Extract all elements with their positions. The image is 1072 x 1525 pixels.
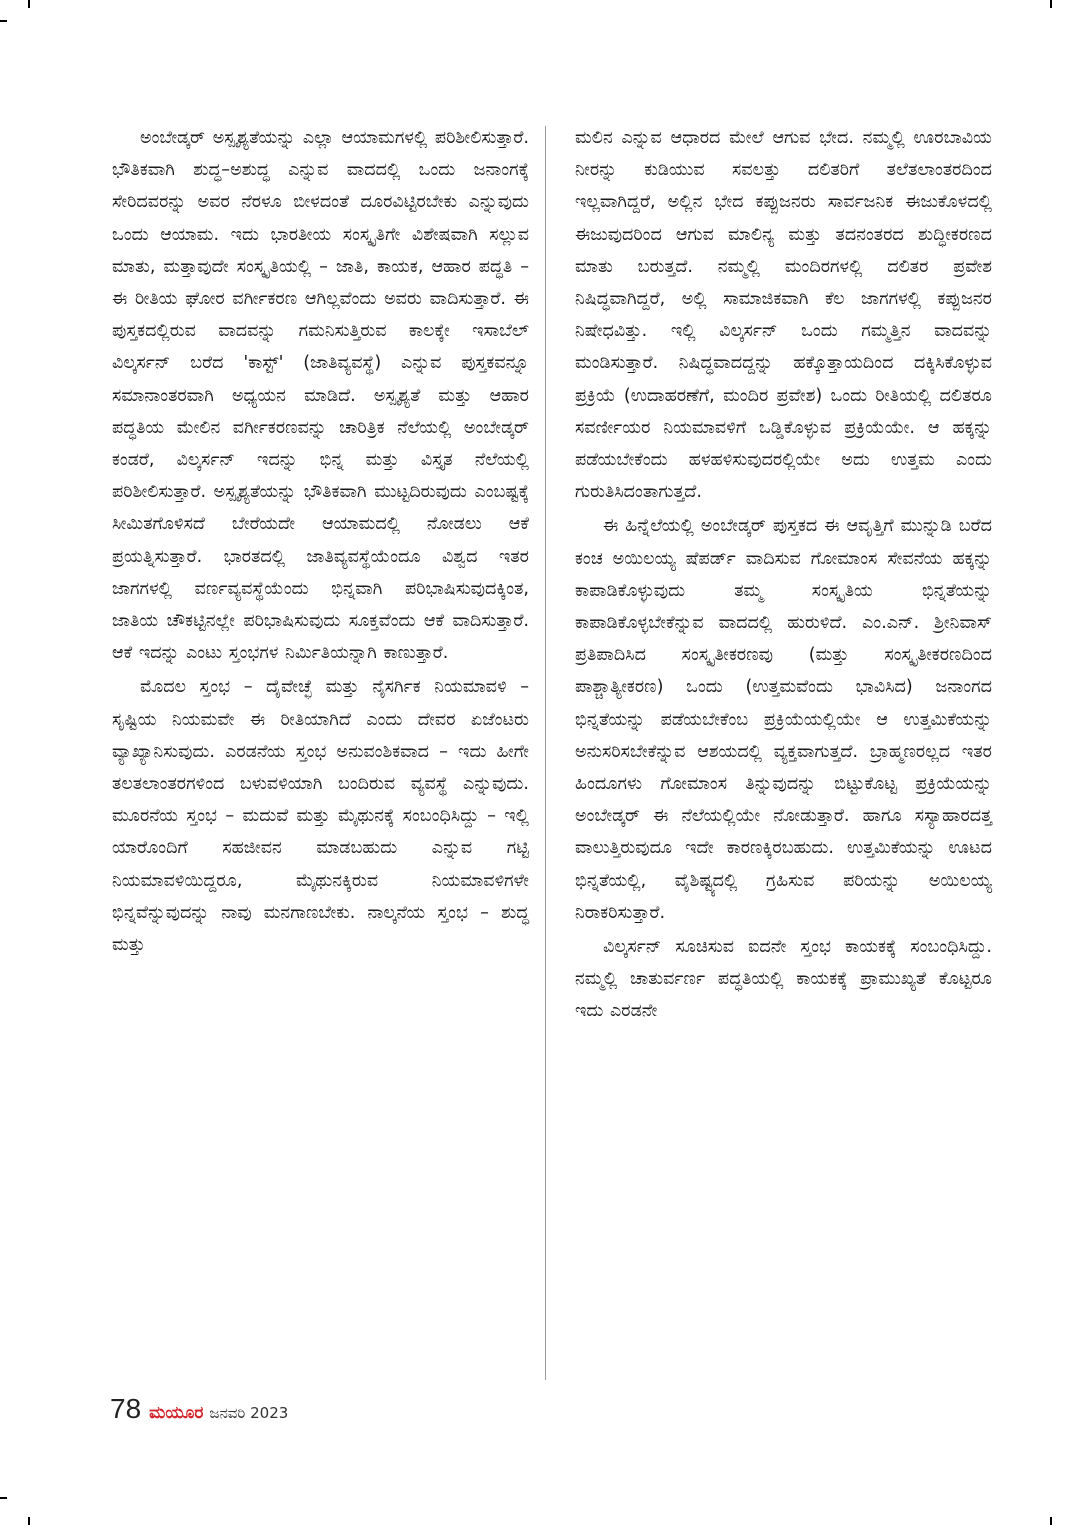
crop-mark-top-left-tick xyxy=(28,0,30,8)
right-column xyxy=(575,122,992,1380)
crop-mark-bottom-left-tick xyxy=(28,1517,30,1525)
column-divider xyxy=(545,126,546,1380)
article-body xyxy=(112,122,992,1380)
crop-mark-bottom-right-tick xyxy=(1050,1517,1052,1525)
paragraph: ಈ ಹಿನ್ನೆಲೆಯಲ್ಲಿ ಅಂಬೇಡ್ಕರ್ ಪುಸ್ತಕದ ಈ ಆವೃತ್ತಿಗೆ ಮುನ್ನುಡಿ ಬರೆದ ಕಂಚ ಅಯಿಲಯ್ಯ ಷೆಪರ್ಡ್ ವಾದಿಸುವ ಗೋಮಾಂಸ ಸೇವನೆಯ ಹಕ್ಕನ್ನು ಕಾಪಾಡಿಕೊಳ್ಳುವುದು ತಮ್ಮ ಸಂಸ್ಕೃತಿಯ ಭಿನ್ನತೆಯನ್ನು ಕಾಪಾಡಿಕೊಳ್ಳಬೇಕೆನ್ನುವ ವಾದದಲ್ಲಿ ಹುರುಳಿದೆ. ಎಂ.ಎನ್. ಶ್ರೀನಿವಾಸ್ ಪ್ರತಿಪಾದಿಸಿದ ಸಂಸ್ಕೃತೀಕರಣವು (ಮತ್ತು ಸಂಸ್ಕೃತೀಕರಣದಿಂದ ಪಾಶ್ಚಾತ್ಯೀಕರಣ) ಒಂದು (ಉತ್ತಮವೆಂದು ಭಾವಿಸಿದ) ಜನಾಂಗದ ಭಿನ್ನತೆಯನ್ನು ಪಡೆಯಬೇಕೆಂಬ ಪ್ರಕ್ರಿಯೆಯಲ್ಲಿಯೇ ಆ ಉತ್ತಮಿಕೆಯನ್ನು ಅನುಸರಿಸಬೇಕೆನ್ನುವ ಆಶಯದಲ್ಲಿ ವ್ಯಕ್ತವಾಗುತ್ತದೆ. ಬ್ರಾಹ್ಮಣರಲ್ಲದ ಇತರ ಹಿಂದೂಗಳು ಗೋಮಾಂಸ ತಿನ್ನುವುದನ್ನು ಬಿಟ್ಟುಕೊಟ್ಟ ಪ್ರಕ್ರಿಯೆಯನ್ನು ಅಂಬೇಡ್ಕರ್ ಈ ನೆಲೆಯಲ್ಲಿಯೇ ನೋಡುತ್ತಾರೆ. ಹಾಗೂ ಸಸ್ಯಾಹಾರದತ್ತ ವಾಲುತ್ತಿರುವುದೂ ಇದೇ ಕಾರಣಕ್ಕಿರಬಹುದು. ಉತ್ತಮಿಕೆಯನ್ನು ಊಟದ ಭಿನ್ನತೆಯಲ್ಲಿ, ವೈಶಿಷ್ಟ್ಯದಲ್ಲಿ ಗ್ರಹಿಸುವ ಪರಿಯನ್ನು ಅಯಿಲಯ್ಯ ನಿರಾಕರಿಸುತ್ತಾರೆ. xyxy=(575,516,992,923)
page-footer xyxy=(110,1393,288,1433)
issue-date: ಜನವರಿ 2023 xyxy=(209,1404,289,1422)
crop-mark-top-left xyxy=(0,20,7,22)
crop-mark-top-right-tick xyxy=(1050,0,1052,8)
paragraph: ವಿಲ್ಕರ್ಸನ್ ಸೂಚಿಸುವ ಐದನೇ ಸ್ತಂಭ ಕಾಯಕಕ್ಕೆ ಸಂಬಂಧಿಸಿದ್ದು. ನಮ್ಮಲ್ಲಿ ಚಾತುರ್ವರ್ಣ ಪದ್ಧತಿಯಲ್ಲಿ ಕಾಯಕಕ್ಕೆ ಪ್ರಾಮುಖ್ಯತೆ ಕೊಟ್ಟರೂ ಇದು ಎರಡನೇ xyxy=(575,937,992,1022)
paragraph: ಅಂಬೇಡ್ಕರ್ ಅಸ್ಪೃಶ್ಯತೆಯನ್ನು ಎಲ್ಲಾ ಆಯಾಮಗಳಲ್ಲಿ ಪರಿಶೀಲಿಸುತ್ತಾರೆ. ಭೌತಿಕವಾಗಿ ಶುದ್ಧ–ಅಶುದ್ಧ ಎನ್ನುವ ವಾದದಲ್ಲಿ ಒಂದು ಜನಾಂಗಕ್ಕೆ ಸೇರಿದವರನ್ನು ಅವರ ನೆರಳೂ ಬೀಳದಂತೆ ದೂರವಿಟ್ಟಿರಬೇಕು ಎನ್ನುವುದು ಒಂದು ಆಯಾಮ. ಇದು ಭಾರತೀಯ ಸಂಸ್ಕೃತಿಗೇ ವಿಶೇಷವಾಗಿ ಸಲ್ಲುವ ಮಾತು, ಮತ್ತಾವುದೇ ಸಂಸ್ಕೃತಿಯಲ್ಲಿ – ಜಾತಿ, ಕಾಯಕ, ಆಹಾರ ಪದ್ಧತಿ – ಈ ರೀತಿಯ ಘೋರ ವರ್ಗೀಕರಣ ಆಗಿಲ್ಲವೆಂದು ಅವರು ವಾದಿಸುತ್ತಾರೆ. ಈ ಪುಸ್ತಕದಲ್ಲಿರುವ ವಾದವನ್ನು ಗಮನಿಸುತ್ತಿರುವ ಕಾಲಕ್ಕೇ ಇಸಾಬೆಲ್ ವಿಲ್ಕರ್ಸನ್ ಬರೆದ 'ಕಾಸ್ಟ್' (ಜಾತಿವ್ಯವಸ್ಥೆ) ಎನ್ನುವ ಪುಸ್ತಕವನ್ನೂ ಸಮಾನಾಂತರವಾಗಿ ಅಧ್ಯಯನ ಮಾಡಿದೆ. ಅಸ್ಪೃಶ್ಯತೆ ಮತ್ತು ಆಹಾರ ಪದ್ಧತಿಯ ಮೇಲಿನ ವರ್ಗೀಕರಣವನ್ನು ಚಾರಿತ್ರಿಕ ನೆಲೆಯಲ್ಲಿ ಅಂಬೇಡ್ಕರ್ ಕಂಡರೆ, ವಿಲ್ಕರ್ಸನ್ ಇದನ್ನು ಭಿನ್ನ ಮತ್ತು ವಿಸ್ತೃತ ನೆಲೆಯಲ್ಲಿ ಪರಿಶೀಲಿಸುತ್ತಾರೆ. ಅಸ್ಪೃಶ್ಯತೆಯನ್ನು ಭೌತಿಕವಾಗಿ ಮುಟ್ಟದಿರುವುದು ಎಂಬಷ್ಟಕ್ಕೆ ಸೀಮಿತಗೊಳಿಸದೆ ಬೇರೆಯದೇ ಆಯಾಮದಲ್ಲಿ ನೋಡಲು ಆಕೆ ಪ್ರಯತ್ನಿಸುತ್ತಾರೆ. ಭಾರತದಲ್ಲಿ ಜಾತಿವ್ಯವಸ್ಥೆಯೆಂದೂ ವಿಶ್ವದ ಇತರ ಜಾಗಗಳಲ್ಲಿ ವರ್ಣವ್ಯವಸ್ಥೆಯೆಂದು ಭಿನ್ನವಾಗಿ ಪರಿಭಾಷಿಸುವುದಕ್ಕಿಂತ, ಜಾತಿಯ ಚೌಕಟ್ಟಿನಲ್ಲೇ ಪರಿಭಾಷಿಸುವುದು ಸೂಕ್ತವೆಂದು ಆಕೆ ವಾದಿಸುತ್ತಾರೆ. ಆಕೆ ಇದನ್ನು ಎಂಟು ಸ್ತಂಭಗಳ ನಿರ್ಮಿತಿಯನ್ನಾಗಿ ಕಾಣುತ್ತಾರೆ. xyxy=(112,128,529,664)
crop-mark-bottom-left xyxy=(0,1497,7,1499)
magazine-logo: ಮಯೂರ xyxy=(149,1403,204,1423)
left-column xyxy=(112,122,529,1380)
paragraph: ಮೊದಲ ಸ್ತಂಭ – ದೈವೇಚ್ಛೆ ಮತ್ತು ನೈಸರ್ಗಿಕ ನಿಯಮಾವಳಿ – ಸೃಷ್ಟಿಯ ನಿಯಮವೇ ಈ ರೀತಿಯಾಗಿದೆ ಎಂದು ದೇವರ ಏಜೆಂಟರು ವ್ಯಾಖ್ಯಾನಿಸುವುದು. ಎರಡನೆಯ ಸ್ತಂಭ ಅನುವಂಶಿಕವಾದ – ಇದು ಹೀಗೇ ತಲತಲಾಂತರಗಳಿಂದ ಬಳುವಳಿಯಾಗಿ ಬಂದಿರುವ ವ್ಯವಸ್ಥೆ ಎನ್ನುವುದು. ಮೂರನೆಯ ಸ್ತಂಭ – ಮದುವೆ ಮತ್ತು ಮೈಥುನಕ್ಕೆ ಸಂಬಂಧಿಸಿದ್ದು – ಇಲ್ಲಿ ಯಾರೊಂದಿಗೆ ಸಹಜೀವನ ಮಾಡಬಹುದು ಎನ್ನುವ ಗಟ್ಟಿ ನಿಯಮಾವಳಿಯಿದ್ದರೂ, ಮೈಥುನಕ್ಕಿರುವ ನಿಯಮಾವಳಿಗಳೇ ಭಿನ್ನವೆನ್ನುವುದನ್ನು ನಾವು ಮನಗಾಣಬೇಕು. ನಾಲ್ಕನೆಯ ಸ್ತಂಭ – ಶುದ್ಧ ಮತ್ತು xyxy=(112,677,529,956)
page-number: 78 xyxy=(110,1393,142,1424)
paragraph: ಮಲಿನ ಎನ್ನುವ ಆಧಾರದ ಮೇಲೆ ಆಗುವ ಭೇದ. ನಮ್ಮಲ್ಲಿ ಊರಬಾವಿಯ ನೀರನ್ನು ಕುಡಿಯುವ ಸವಲತ್ತು ದಲಿತರಿಗೆ ತಲೆತಲಾಂತರದಿಂದ ಇಲ್ಲವಾಗಿದ್ದರೆ, ಅಲ್ಲಿನ ಭೇದ ಕಪ್ಪುಜನರು ಸಾರ್ವಜನಿಕ ಈಜುಕೊಳದಲ್ಲಿ ಈಜುವುದರಿಂದ ಆಗುವ ಮಾಲಿನ್ಯ ಮತ್ತು ತದನಂತರದ ಶುದ್ಧೀಕರಣದ ಮಾತು ಬರುತ್ತದೆ. ನಮ್ಮಲ್ಲಿ ಮಂದಿರಗಳಲ್ಲಿ ದಲಿತರ ಪ್ರವೇಶ ನಿಷಿದ್ಧವಾಗಿದ್ದರೆ, ಅಲ್ಲಿ ಸಾಮಾಜಿಕವಾಗಿ ಕೆಲ ಜಾಗಗಳಲ್ಲಿ ಕಪ್ಪುಜನರ ನಿಷೇಧವಿತ್ತು. ಇಲ್ಲಿ ವಿಲ್ಕರ್ಸನ್ ಒಂದು ಗಮ್ಮತ್ತಿನ ವಾದವನ್ನು ಮಂಡಿಸುತ್ತಾರೆ. ನಿಷಿದ್ಧವಾದದ್ದನ್ನು ಹಕ್ಕೊತ್ತಾಯದಿಂದ ದಕ್ಕಿಸಿಕೊಳ್ಳುವ ಪ್ರಕ್ರಿಯೆ (ಉದಾಹರಣೆಗೆ, ಮಂದಿರ ಪ್ರವೇಶ) ಒಂದು ರೀತಿಯಲ್ಲಿ ದಲಿತರೂ ಸವರ್ಣೀಯರ ನಿಯಮಾವಳಿಗೆ ಒಡ್ಡಿಕೊಳ್ಳುವ ಪ್ರಕ್ರಿಯೆಯೇ. ಆ ಹಕ್ಕನ್ನು ಪಡೆಯಬೇಕೆಂದು ಹಳಹಳಿಸುವುದರಲ್ಲಿಯೇ ಅದು ಉತ್ತಮ ಎಂದು ಗುರುತಿಸಿದಂತಾಗುತ್ತದೆ. xyxy=(575,128,992,503)
